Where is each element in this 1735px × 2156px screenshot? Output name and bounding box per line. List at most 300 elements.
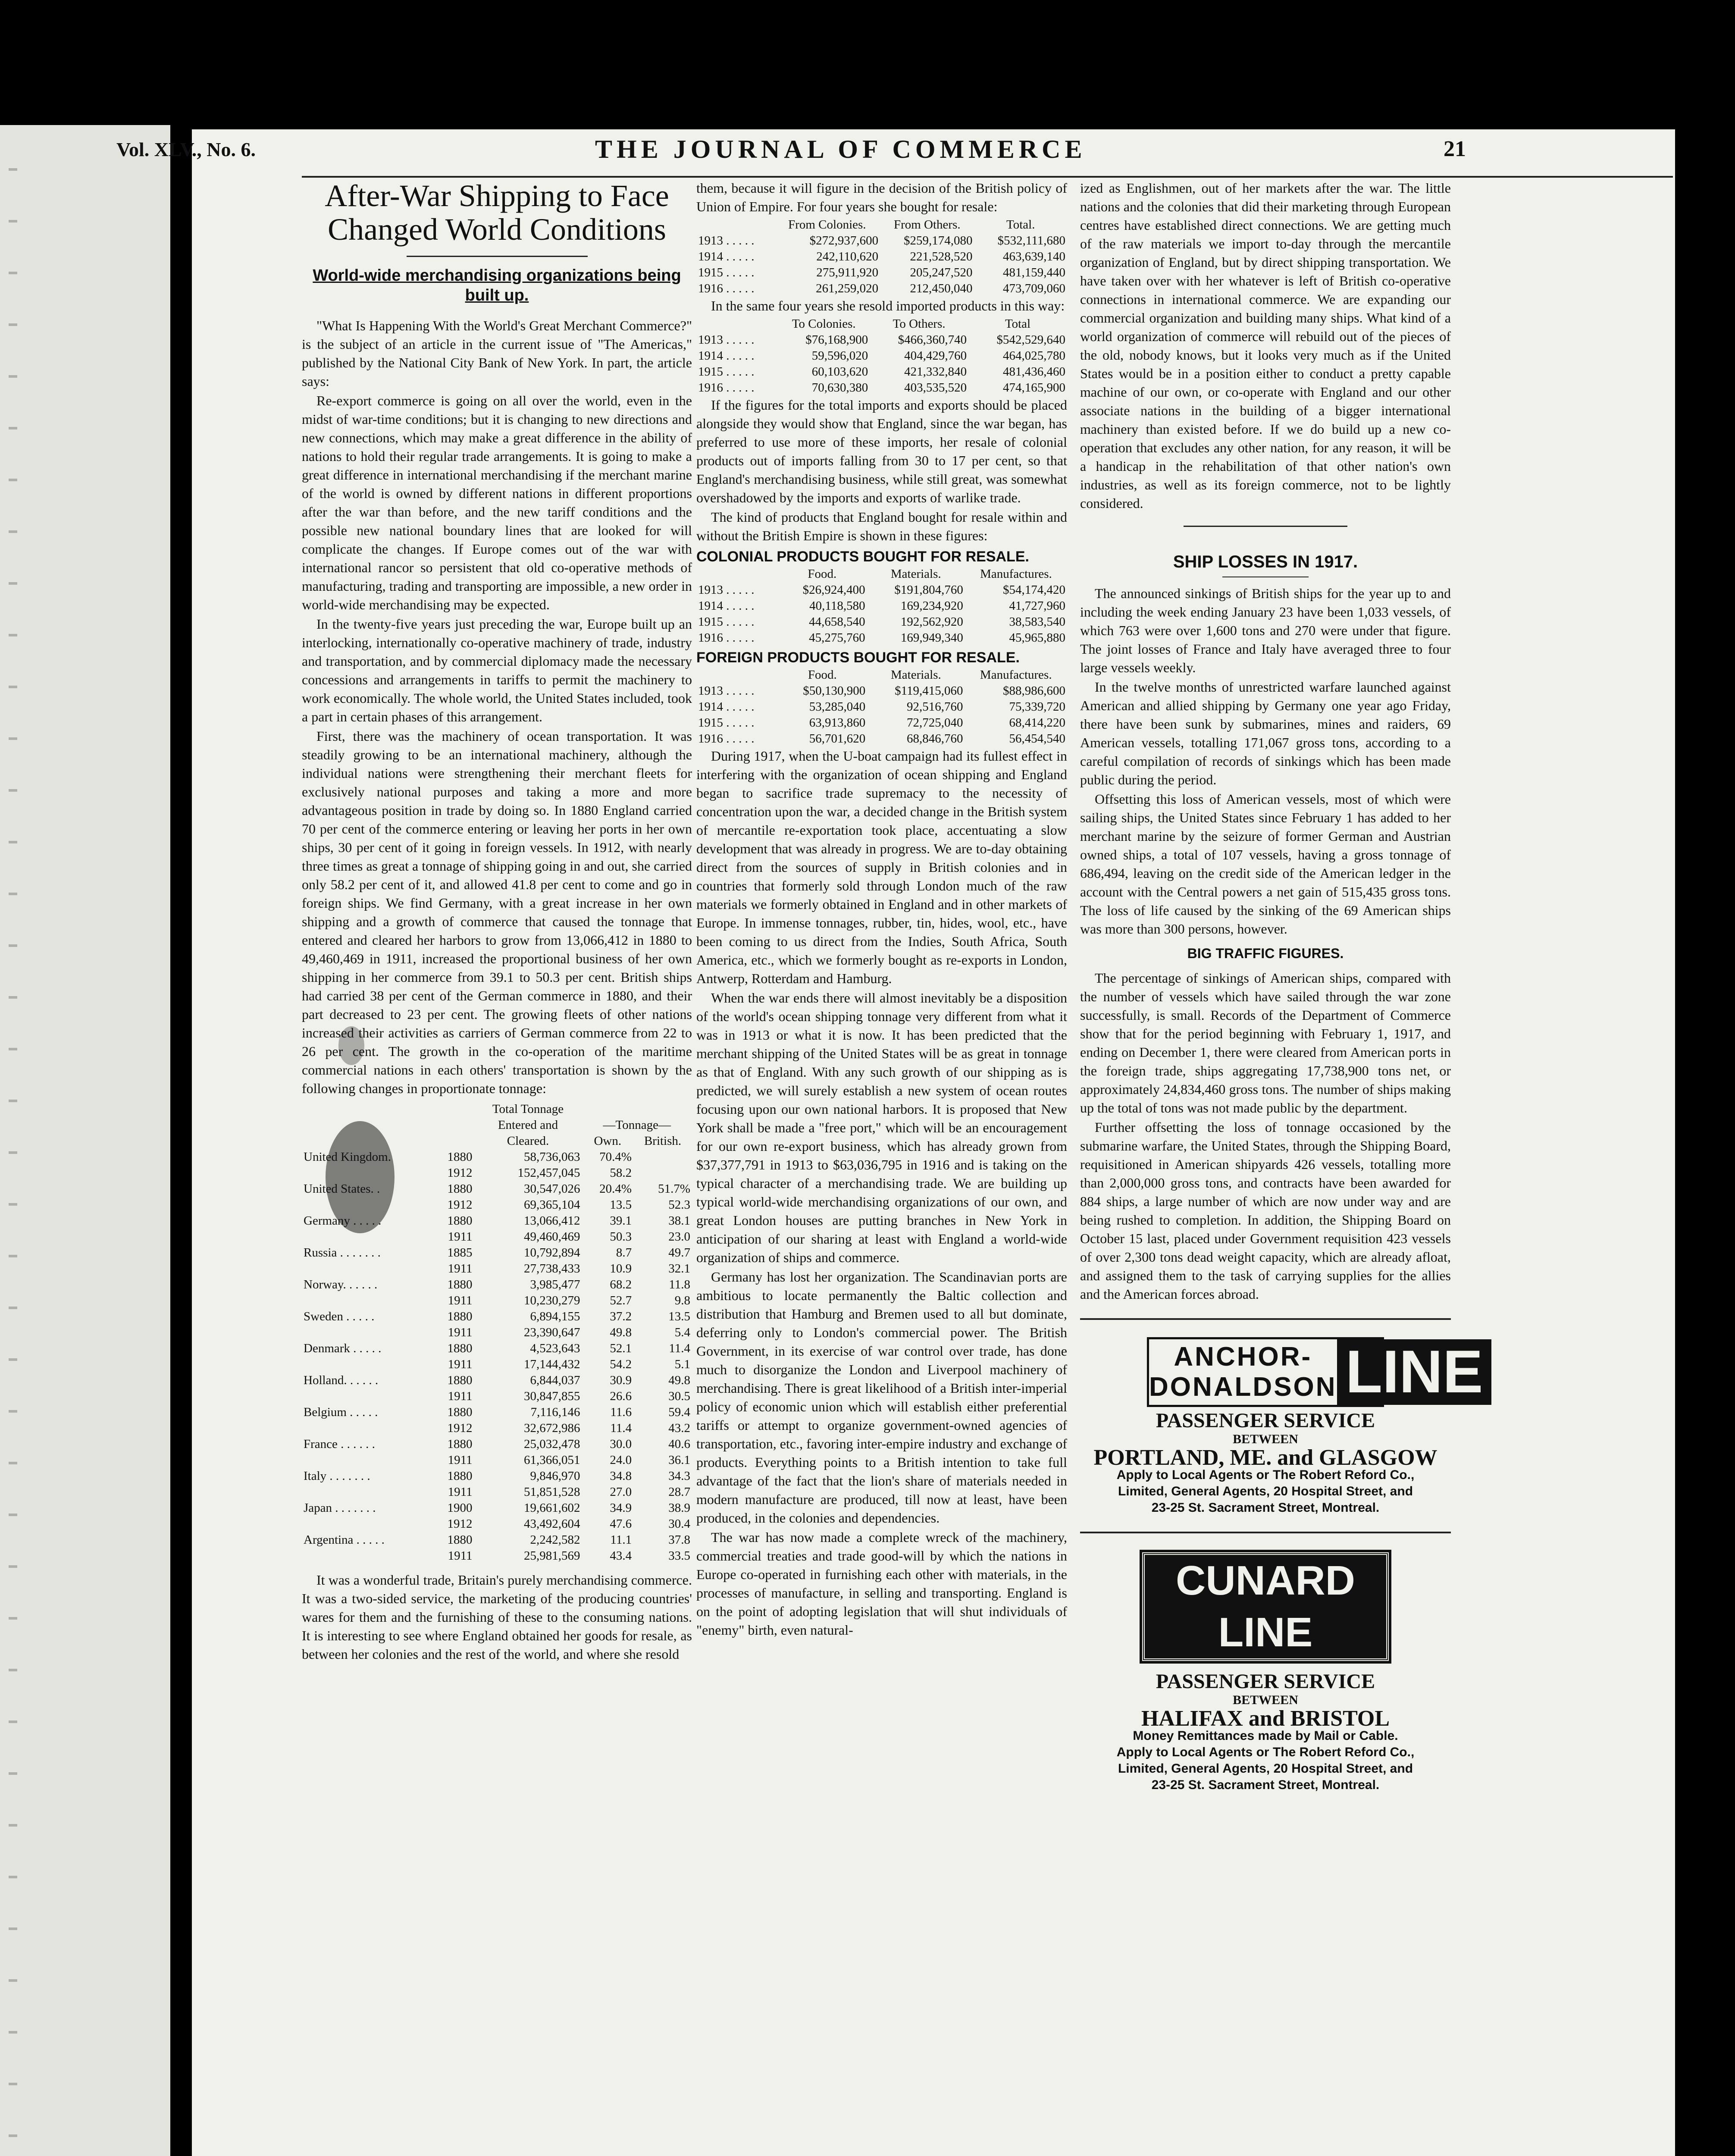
table-cell: 30.9 <box>610 1373 632 1387</box>
table-cell: 11.6 <box>610 1405 632 1419</box>
table-cell: 38.9 <box>668 1501 690 1515</box>
table-row <box>696 683 1067 699</box>
table-cell: 92,516,760 <box>907 700 963 714</box>
logo-word: ANCHOR- <box>1174 1342 1312 1372</box>
table-row <box>696 380 1067 396</box>
table-row <box>696 598 1067 614</box>
table-cell: 17,144,432 <box>524 1357 580 1371</box>
table-cell: 30.5 <box>668 1389 690 1403</box>
table-cell: 1912 <box>447 1166 473 1180</box>
table-cell: 40,118,580 <box>809 599 865 613</box>
table-cell: $466,360,740 <box>898 333 967 347</box>
table-cell: 49.7 <box>668 1246 690 1260</box>
table-cell <box>302 1452 433 1468</box>
table-row <box>302 1388 692 1404</box>
table-cell: 1913 . . . . . <box>698 684 755 698</box>
table-cell: 56,454,540 <box>1009 732 1065 746</box>
headline-line-2: Changed World Conditions <box>328 212 666 247</box>
table-cell <box>302 1516 433 1532</box>
table-header <box>696 667 777 683</box>
table-cell: 38.1 <box>668 1214 690 1228</box>
big-traffic-subhead: BIG TRAFFIC FIGURES. <box>1187 946 1344 961</box>
foreign-products-table <box>696 667 1067 747</box>
table-cell: 1880 <box>447 1150 473 1164</box>
table-cell: 8.7 <box>616 1246 632 1260</box>
table-row <box>696 699 1067 715</box>
table-cell: 13.5 <box>668 1310 690 1323</box>
table-cell: 10.9 <box>610 1262 632 1275</box>
table-cell: 44,658,540 <box>809 615 865 629</box>
table-cell: 464,025,780 <box>1003 349 1065 363</box>
table-cell: 23,390,647 <box>524 1326 580 1339</box>
table-cell: 27.0 <box>610 1485 632 1499</box>
table-row <box>302 1341 692 1357</box>
table-cell: 1880 <box>447 1469 473 1483</box>
article-paragraph: The kind of products that England bought for resale within and without the British Empire is shown in these figures: <box>696 509 1067 543</box>
table-cell: 169,234,920 <box>900 599 963 613</box>
column-3 <box>1080 179 1483 1793</box>
table-cell: 63,913,860 <box>809 716 866 730</box>
table-row <box>696 265 1067 281</box>
table-cell: 43.2 <box>668 1421 690 1435</box>
table-cell: 1912 <box>447 1421 473 1435</box>
table-cell: $191,804,760 <box>894 583 963 597</box>
table-cell: 45,965,880 <box>1009 631 1065 645</box>
table-cell: 242,110,620 <box>816 250 879 263</box>
table-cell: 1911 <box>448 1357 473 1371</box>
article-paragraph: If the figures for the total imports and exports should be placed alongside they would show that England, since the war began, has preferred to use more of these imports, her resale of colonial products out of imports falling from 30 to 17 per cent, so that England's merchandising business, while still great, was somewhat overshadowed by the imports and exports of warlike trade. <box>696 397 1067 505</box>
headline-line-1: After-War Shipping to Face <box>325 179 669 213</box>
table-cell: $54,174,420 <box>1003 583 1065 597</box>
table-cell: 1911 <box>448 1326 473 1339</box>
ad-between: BETWEEN <box>1233 1693 1298 1707</box>
article-paragraph: In the twelve months of unrestricted warfare launched against American and allied shipping by Germany one year ago Friday, there have been sunk by submarines, mines and raiders, 69 American vessels, totalling 171,067 gross tons, according to a careful compilation of records of sinkings which has been made public during the period. <box>1080 679 1451 787</box>
table-cell: 1913 . . . . . <box>698 234 755 248</box>
table-cell: 1914 . . . . . <box>698 349 755 363</box>
table-row <box>302 1261 692 1277</box>
article-end-rule <box>1184 526 1347 527</box>
table-header: Materials. <box>890 567 941 581</box>
table-row <box>302 1452 692 1468</box>
table-row <box>302 1484 692 1500</box>
table-cell: United Kingdom. <box>304 1150 391 1164</box>
table-cell: 13,066,412 <box>524 1214 580 1228</box>
table-header: Entered and <box>498 1118 558 1132</box>
table-cell: Denmark . . . . . <box>304 1341 382 1355</box>
anchor-donaldson-ad <box>1080 1337 1483 1516</box>
table-cell: $26,924,400 <box>802 583 865 597</box>
header-rule <box>302 176 1673 178</box>
bought-for-resale-table <box>696 217 1067 297</box>
table-cell: 1911 <box>448 1230 473 1244</box>
table-cell: 1911 <box>448 1453 473 1467</box>
table-cell <box>302 1197 433 1213</box>
table-body <box>696 233 1067 297</box>
table-cell: Italy . . . . . . . <box>304 1469 370 1483</box>
table-cell: 49.8 <box>610 1326 632 1339</box>
table-row <box>696 233 1067 249</box>
ad-agents-line: Limited, General Agents, 20 Hospital Street, and <box>1118 1484 1413 1498</box>
table-row <box>302 1548 692 1564</box>
table-cell: Belgium . . . . . <box>304 1405 378 1419</box>
table-cell: 28.7 <box>668 1485 690 1499</box>
table-row <box>302 1229 692 1245</box>
table-cell: $76,168,900 <box>805 333 868 347</box>
table-row <box>302 1373 692 1388</box>
article-paragraph: When the war ends there will almost inevitably be a disposition of the world's ocean shipping tonnage very different from what it was in 1913 or what it is now. It has been predicted that the merchant shipping of the United States will be as great in tonnage as that of England. With any such growth of our shipping as is predicted, we will surely establish a new system of ocean routes focusing upon our own national harbors. It is proposed that New York shall be made a "free port," which will be an encouragement for our own re-export business, which has already grown from $37,377,791 in 1913 to $63,036,795 in 1916 and is taking on the typical character of a merchandising trade. We are building up typical world-wide merchandising organizations of our own, and great London houses are putting branches in New York in anticipation of our sharing at least with England a world-wide organization of ships and commerce. <box>696 990 1067 1265</box>
table-cell: 1880 <box>447 1341 473 1355</box>
table-cell: 72,725,040 <box>907 716 963 730</box>
table-cell: 1911 <box>448 1549 473 1563</box>
article-paragraph: First, there was the machinery of ocean transportation. It was steadily growing to be an international machinery, although the individual nations were strengthening their merchant fleets for exclusively national purposes and taking a more and more advantageous position in trade by doing so. In 1880 England carried 70 per cent of the commerce entering or leaving her ports in her own ships, 30 per cent of it going in foreign vessels. In 1912, with nearly three times as great a tonnage of shipping going in and out, she carried only 58.2 per cent of it, and allowed 41.8 per cent to come and go in foreign ships. We find Germany, with a great increase in her own shipping and a growth of commerce that caused the tonnage that entered and cleared her harbors to grow from 13,066,412 in 1880 to 49,460,469 in 1911, increased the proportional business of her own shipping in her commerce from 39.1 to 50.3 per cent. British ships had carried 38 per cent of the German commerce in 1880, and their part decreased to 23 per cent. The growing fleets of other nations increased their activities as carriers of German commerce from 22 to 26 per cent. The growth in the co-operation of the maritime commercial nations in each others' transportation is shown by the following changes in proportionate tonnage: <box>302 728 692 1096</box>
table-header: Food. <box>808 668 837 682</box>
table-row <box>302 1245 692 1261</box>
table-cell: 75,339,720 <box>1009 700 1065 714</box>
page-number: 21 <box>1444 137 1466 161</box>
table-row <box>696 582 1067 598</box>
table-header: Food. <box>808 567 837 581</box>
ad-route: PORTLAND, ME. and GLASGOW <box>1093 1445 1437 1470</box>
table-cell: 11.4 <box>669 1341 690 1355</box>
table-header: —Tonnage— <box>603 1118 671 1132</box>
table-cell: 1912 <box>447 1517 473 1531</box>
ad-service: PASSENGER SERVICE <box>1156 1670 1375 1693</box>
table-cell: 1915 . . . . . <box>698 266 755 279</box>
table-cell: 1916 . . . . . <box>698 732 755 746</box>
table-cell: 49.8 <box>668 1373 690 1387</box>
table-cell: 10,792,894 <box>524 1246 580 1260</box>
article-paragraph: Re-export commerce is going on all over the world, even in the midst of war-time conditions; but it is changing to new directions and new connections, which may make a great difference in the ability of nations to hold their regular trade arrangements. It is going to make a great difference in international merchandising if the merchant marine of the world is owned by different nations in different proportions after the war than before, and the new tariff conditions and the possible new national boundary lines that are looked for will complicate the changes. If Europe comes out of the war with international rancor so persistent that old co-operative methods of manufacturing, trading and transporting are impossible, a new order in world-wide merchandising may be expected. <box>302 393 692 612</box>
table-cell: $259,174,080 <box>903 234 973 248</box>
table-cell: $272,937,600 <box>809 234 879 248</box>
table-row <box>696 364 1067 380</box>
table-cell: 481,436,460 <box>1003 365 1065 379</box>
table-row <box>302 1436 692 1452</box>
article-headline <box>302 179 692 246</box>
table-cell: 34.8 <box>610 1469 632 1483</box>
foreign-products-heading: FOREIGN PRODUCTS BOUGHT FOR RESALE. <box>696 649 1020 666</box>
table-cell: Germany . . . . . <box>304 1214 382 1228</box>
table-cell: 463,639,140 <box>1003 250 1065 263</box>
table-cell: 32,672,986 <box>524 1421 580 1435</box>
table-cell: 1880 <box>447 1437 473 1451</box>
table-cell: 1913 . . . . . <box>698 333 755 347</box>
table-cell: 51,851,528 <box>524 1485 580 1499</box>
table-cell: 20.4% <box>599 1182 632 1196</box>
table-row <box>302 1516 692 1532</box>
table-cell: 30.0 <box>610 1437 632 1451</box>
table-cell <box>302 1484 433 1500</box>
table-cell: 11.8 <box>669 1278 690 1291</box>
table-cell: 1880 <box>447 1214 473 1228</box>
table-cell: United States. . <box>304 1182 380 1196</box>
table-row <box>302 1468 692 1484</box>
table-cell: 30,847,855 <box>524 1389 580 1403</box>
table-cell: 59.4 <box>668 1405 690 1419</box>
table-row <box>302 1420 692 1436</box>
colonial-products-table <box>696 566 1067 646</box>
table-header: British. <box>644 1134 682 1148</box>
table-cell: 23.0 <box>668 1230 690 1244</box>
table-cell: 52.1 <box>610 1341 632 1355</box>
tonnage-table-body <box>302 1149 692 1564</box>
table-cell: 192,562,920 <box>900 615 963 629</box>
table-header: Total. <box>1006 218 1035 232</box>
table-cell: 1880 <box>447 1182 473 1196</box>
ad-agents-line: Apply to Local Agents or The Robert Reford Co., <box>1116 1468 1415 1482</box>
table-cell: 45,275,760 <box>809 631 865 645</box>
table-row <box>302 1325 692 1341</box>
table-cell: 7,116,146 <box>530 1405 580 1419</box>
table-header <box>696 316 778 332</box>
table-cell: 30,547,026 <box>524 1182 580 1196</box>
table-cell: 43,492,604 <box>524 1517 580 1531</box>
table-row <box>302 1197 692 1213</box>
table-row <box>696 332 1067 348</box>
table-cell: Sweden . . . . . <box>304 1310 375 1323</box>
table-row <box>696 630 1067 646</box>
article-paragraph: In the same four years she resold imported products in this way: <box>711 298 1065 313</box>
table-header: From Colonies. <box>788 218 866 232</box>
table-body <box>696 582 1067 646</box>
table-cell: Russia . . . . . . . <box>304 1246 381 1260</box>
table-header <box>696 566 777 582</box>
ad-divider <box>1080 1532 1451 1533</box>
deck-line-1: World-wide merchandising organizations being <box>313 266 681 285</box>
table-cell: 212,450,040 <box>910 282 973 295</box>
table-cell: 403,535,520 <box>904 381 967 395</box>
table-cell: 1915 . . . . . <box>698 615 755 629</box>
ad-route: HALIFAX and BRISTOL <box>1141 1706 1390 1731</box>
ad-agents-line: 23-25 St. Sacrament Street, Montreal. <box>1151 1778 1380 1792</box>
table-header: Total <box>1005 317 1031 331</box>
table-cell: 33.5 <box>668 1549 690 1563</box>
ad-agents-line: Apply to Local Agents or The Robert Reford Co., <box>1116 1745 1415 1759</box>
table-cell <box>633 1165 692 1181</box>
table-cell: 152,457,045 <box>517 1166 580 1180</box>
table-cell <box>302 1293 433 1309</box>
table-cell: 473,709,060 <box>1003 282 1065 295</box>
table-cell: 404,429,760 <box>904 349 967 363</box>
table-cell: 58.2 <box>610 1166 632 1180</box>
table-cell: 261,259,020 <box>816 282 879 295</box>
table-header: Total Tonnage <box>492 1102 564 1116</box>
table-cell: 6,894,155 <box>530 1310 580 1323</box>
table-row <box>302 1149 692 1165</box>
anchor-donaldson-logo <box>1147 1337 1483 1407</box>
table-cell <box>633 1149 692 1165</box>
table-cell: 1880 <box>447 1278 473 1291</box>
table-header: To Colonies. <box>792 317 856 331</box>
logo-word: DONALDSON <box>1149 1372 1337 1402</box>
journal-title: THE JOURNAL OF COMMERCE <box>595 135 1087 163</box>
colonial-products-heading: COLONIAL PRODUCTS BOUGHT FOR RESALE. <box>696 548 1029 565</box>
table-cell <box>302 1261 433 1277</box>
article-paragraph: The war has now made a complete wreck of the machinery, commercial treaties and trade good-will by which the nations in Europe co-operated in furnishing each other with materials, in the processes of manufacture, in selling and transporting. England is on the point of adopting legislation that will shut individuals of "enemy" birth, even natural- <box>696 1529 1067 1638</box>
table-cell: 51.7% <box>658 1182 690 1196</box>
table-header: Manufactures. <box>980 567 1052 581</box>
ad-remittance: Money Remittances made by Mail or Cable. <box>1133 1729 1398 1743</box>
table-cell: 1880 <box>447 1533 473 1547</box>
table-cell: 5.1 <box>674 1357 690 1371</box>
table-cell: 68,414,220 <box>1009 716 1065 730</box>
table-cell: 40.6 <box>668 1437 690 1451</box>
table-header: From Others. <box>893 218 961 232</box>
article-paragraph: them, because it will figure in the decision of the British policy of Union of Empire. For four years she bought for resale: <box>696 180 1067 214</box>
facing-page-fragment <box>0 125 170 2156</box>
table-cell: 3,985,477 <box>530 1278 580 1291</box>
table-cell: 474,165,900 <box>1003 381 1065 395</box>
column-2 <box>696 179 1067 1640</box>
volume-number: Vol. XLV., No. 6. <box>116 138 256 160</box>
table-cell: 37.2 <box>610 1310 632 1323</box>
article-deck <box>302 266 692 305</box>
tonnage-table <box>302 1101 692 1564</box>
table-row <box>302 1532 692 1548</box>
resold-table <box>696 316 1067 396</box>
table-cell: $532,111,680 <box>997 234 1065 248</box>
table-cell: 25,981,569 <box>524 1549 580 1563</box>
table-cell: 421,332,840 <box>904 365 967 379</box>
table-body <box>696 683 1067 747</box>
table-cell <box>302 1388 433 1404</box>
article-paragraph: Further offsetting the loss of tonnage occasioned by the submarine warfare, the United States, through the Shipping Board, requisitioned in American shipyards 426 vessels, totalling more than 2,000,000 gross tons, and contracts have been awarded for 884 ships, a large number of which are now under way and are being rushed to completion. In addition, the Shipping Board on October 15 last, placed under Government requisition 423 vessels of over 2,300 tons dead weight capacity, which are already afloat, and assigned them to the task of carrying supplies for the allies and the American forces abroad. <box>1080 1119 1451 1302</box>
article-paragraph: ized as Englishmen, out of her markets after the war. The little nations and the colonies that did their marketing through European centres have established direct connections. We are getting much of the raw materials we import to-day through the mercantile organization of England, but by direct shipping transportation. We have taken over with her whatever is left of British co-operative connections in international commerce. We are expanding our commercial organization and building many ships. What kind of a world organization of commerce will rebuild out of the pieces of the old, nobody knows, but it looks very much as if the United States would be in a position either to conduct a pretty capable machine of our own, or co-operate with England and our other associate nations in the building of a bigger international machinery than existed before. If we do build up a new co-operation that excludes any other nation, for any reason, it will be a handicap in the rehabilitation of that other nation's own industries, as well as its foreign commerce, not to be lightly considered. <box>1080 180 1451 511</box>
table-cell: 1916 . . . . . <box>698 381 755 395</box>
deck-line-2: built up. <box>465 286 529 304</box>
table-cell <box>302 1357 433 1373</box>
table-cell: 1913 . . . . . <box>698 583 755 597</box>
table-cell: 10,230,279 <box>524 1294 580 1307</box>
table-cell: 1915 . . . . . <box>698 365 755 379</box>
table-cell: 34.9 <box>610 1501 632 1515</box>
table-body <box>696 332 1067 396</box>
page-header <box>116 135 1466 172</box>
table-cell: 37.8 <box>668 1533 690 1547</box>
article-paragraph: The announced sinkings of British ships for the year up to and including the week ending January 23 have been 1,033 vessels, of which 763 were over 1,600 tons and 270 were under that figure. The joint losses of France and Italy have averaged three to four large vessels weekly. <box>1080 586 1451 675</box>
table-cell: Argentina . . . . . <box>304 1533 385 1547</box>
table-cell: 32.1 <box>668 1262 690 1275</box>
table-cell: 61,366,051 <box>524 1453 580 1467</box>
article-paragraph: Offsetting this loss of American vessels, most of which were sailing ships, the United States since February 1 has added to her merchant marine by the seizure of former German and Austrian owned ships, a total of 107 vessels, having a gross tonnage of 686,494, leaving on the credit side of the American ledger in the account with the Central powers a net gain of 515,435 gross tons. The loss of life caused by the sinking of the 69 American ships was more than 300 persons, however. <box>1080 791 1451 937</box>
table-cell: 54.2 <box>610 1357 632 1371</box>
table-cell: 1911 <box>448 1485 473 1499</box>
table-cell: 43.4 <box>610 1549 632 1563</box>
table-cell: 24.0 <box>610 1453 632 1467</box>
table-cell: 70.4% <box>599 1150 632 1164</box>
ad-agents-line: 23-25 St. Sacrament Street, Montreal. <box>1151 1501 1380 1515</box>
table-cell: 26.6 <box>610 1389 632 1403</box>
table-header: Manufactures. <box>980 668 1052 682</box>
table-cell: 56,701,620 <box>809 732 866 746</box>
table-row <box>696 614 1067 630</box>
table-cell: 69,365,104 <box>524 1198 580 1212</box>
table-cell: 30.4 <box>668 1517 690 1531</box>
table-row <box>302 1404 692 1420</box>
article-paragraph: "What Is Happening With the World's Great Merchant Commerce?" is the subject of an article in the current issue of "The Americas," published by the National City Bank of New York. In part, the article says: <box>302 318 692 389</box>
ad-agents-line: Limited, General Agents, 20 Hospital Street, and <box>1118 1761 1413 1776</box>
table-row <box>302 1165 692 1181</box>
table-cell: 6,844,037 <box>530 1373 580 1387</box>
table-cell: 49,460,469 <box>524 1230 580 1244</box>
table-cell: 221,528,520 <box>910 250 973 263</box>
table-row <box>696 731 1067 747</box>
column-1 <box>302 179 692 1664</box>
table-row <box>696 348 1067 364</box>
table-cell <box>302 1229 433 1245</box>
table-cell: 38,583,540 <box>1009 615 1065 629</box>
ad-service: PASSENGER SERVICE <box>1156 1409 1375 1432</box>
table-cell: 59,596,020 <box>811 349 868 363</box>
table-cell: 1912 <box>447 1198 473 1212</box>
table-cell: $542,529,640 <box>996 333 1065 347</box>
table-row <box>302 1213 692 1229</box>
table-cell: 60,103,620 <box>811 365 868 379</box>
table-cell: 1911 <box>448 1389 473 1403</box>
table-row <box>302 1277 692 1293</box>
table-cell: 52.3 <box>668 1198 690 1212</box>
table-row <box>696 715 1067 731</box>
table-cell: 1914 . . . . . <box>698 700 755 714</box>
table-cell: 52.7 <box>610 1294 632 1307</box>
table-cell: 5.4 <box>674 1326 690 1339</box>
table-cell: France . . . . . . <box>304 1437 375 1451</box>
table-cell: $119,415,060 <box>895 684 963 698</box>
table-cell <box>302 1420 433 1436</box>
table-header: Materials. <box>890 668 941 682</box>
article-paragraph: It was a wonderful trade, Britain's purely merchandising commerce. It was a two-sided service, the marketing of the producing countries' wares for them and the furnishing of these to the consuming nations. It is interesting to see where England obtained her goods for resale, as between her colonies and the rest of the world, and where she resold <box>302 1572 692 1662</box>
logo-word: LINE <box>1337 1339 1492 1405</box>
table-cell: Holland. . . . . . <box>304 1373 379 1387</box>
ad-between: BETWEEN <box>1233 1432 1298 1446</box>
table-cell: 34.3 <box>668 1469 690 1483</box>
table-cell: 1916 . . . . . <box>698 282 755 295</box>
table-row <box>302 1500 692 1516</box>
article-paragraph: In the twenty-five years just preceding the war, Europe built up an interlocking, internationally co-operative machinery of trade, industry and transportation, and by commercial diplomacy made the necessary concessions and arrangements in tariffs to permit the machinery to work economically. The whole world, the United States included, took a part in certain phases of this arrangement. <box>302 616 692 724</box>
table-cell: 481,159,440 <box>1003 266 1065 279</box>
table-cell: 11.4 <box>610 1421 632 1435</box>
table-cell: 50.3 <box>610 1230 632 1244</box>
table-cell: 70,630,380 <box>811 381 868 395</box>
table-cell: $50,130,900 <box>803 684 866 698</box>
table-header: Cleared. <box>507 1134 549 1148</box>
table-cell: 27,738,433 <box>524 1262 580 1275</box>
article-paragraph: During 1917, when the U-boat campaign had its fullest effect in interfering with the organization of ocean shipping and England began to sacrifice trade supremacy to the necessity of concentration upon the war, a decided change in the British system of mercantile re-exportation took place, accentuating a slow development that was already in progress. We are to-day obtaining direct from the sources of supply in British colonies and in countries that formerly sold through London much of the raw materials we formerly obtained in England and in other markets of Europe. In immense tonnages, rubber, tin, hides, wool, etc., have been coming to us direct from the Indies, South Africa, South America, etc., which we formerly bought as re-exports in London, Antwerp, Rotterdam and Hamburg. <box>696 748 1067 986</box>
table-cell <box>302 1325 433 1341</box>
table-cell: 169,949,340 <box>900 631 963 645</box>
table-cell: 275,911,920 <box>816 266 879 279</box>
table-row <box>302 1293 692 1309</box>
cunard-ad <box>1080 1552 1451 1793</box>
table-cell: 1880 <box>447 1405 473 1419</box>
table-cell: 1914 . . . . . <box>698 250 755 263</box>
anchor-donaldson-logo-text <box>1149 1339 1337 1405</box>
cunard-logo: CUNARD LINE <box>1142 1552 1389 1661</box>
table-cell: 1915 . . . . . <box>698 716 755 730</box>
table-header: To Others. <box>893 317 946 331</box>
ad-divider <box>1080 1318 1451 1320</box>
table-header: Own. <box>594 1134 622 1148</box>
table-cell: 19,661,602 <box>524 1501 580 1515</box>
table-cell: 1880 <box>447 1373 473 1387</box>
table-cell: 9,846,970 <box>530 1469 580 1483</box>
table-cell: 53,285,040 <box>809 700 866 714</box>
table-cell: 1911 <box>448 1294 473 1307</box>
table-cell: 13.5 <box>610 1198 632 1212</box>
table-cell: 1911 <box>448 1262 473 1275</box>
table-cell: $88,986,600 <box>1003 684 1065 698</box>
table-cell: 11.1 <box>610 1533 632 1547</box>
